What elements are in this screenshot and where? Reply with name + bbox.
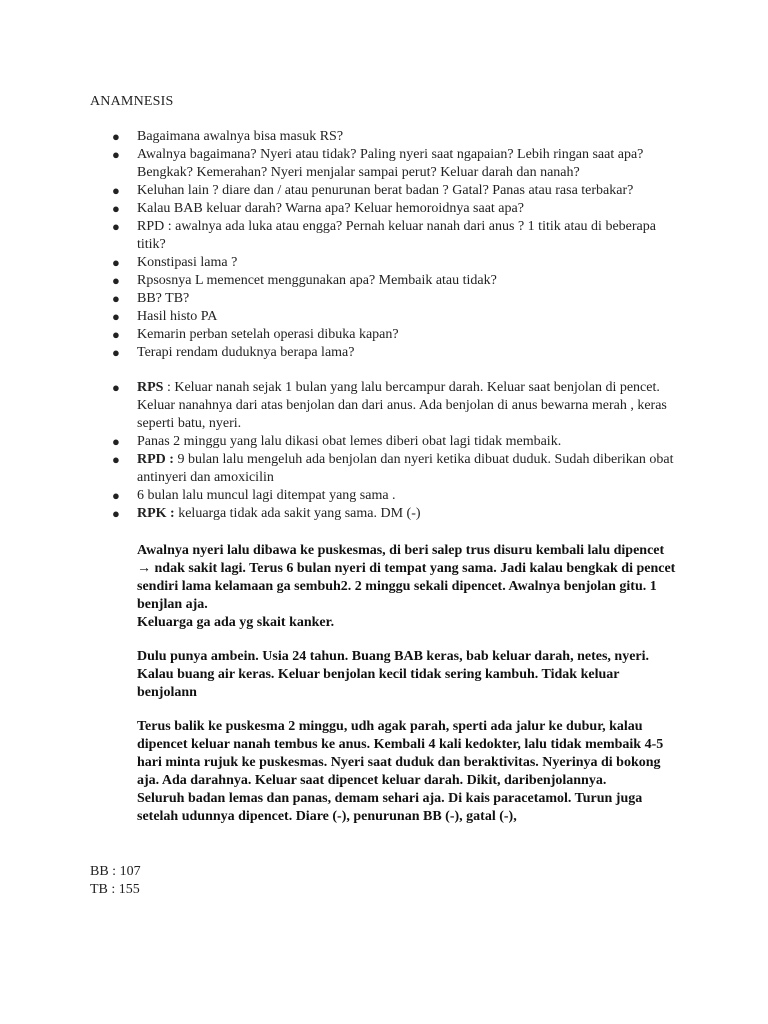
question-list — [0, 128, 677, 362]
list-item — [0, 487, 677, 505]
history-label: RPD : — [137, 452, 174, 467]
list-item — [0, 433, 677, 451]
list-item — [0, 451, 677, 487]
vital-height: TB : 155 — [90, 882, 140, 897]
list-item — [0, 326, 677, 344]
bullet-icon: ● — [112, 147, 120, 162]
history-label: RPK : — [137, 506, 175, 521]
question-text: BB? TB? — [137, 291, 190, 306]
list-item — [0, 308, 677, 326]
narrative-text: Keluarga ga ada yg skait kanker. — [137, 615, 335, 630]
question-text: Kemarin perban setelah operasi dibuka kapan? — [137, 327, 399, 342]
bullet-icon: ● — [112, 183, 120, 198]
vital-weight: BB : 107 — [90, 864, 141, 879]
list-item — [0, 200, 677, 218]
history-label: RPS — [137, 380, 164, 395]
narrative-text: Dulu punya ambein. Usia 24 tahun. Buang BAB keras, bab keluar darah, netes, nyeri. Kalau buang air keras. Keluar benjolan kecil tidak sering kambuh. Tidak keluar benjolann — [137, 649, 650, 700]
list-item — [0, 128, 677, 146]
bullet-icon: ● — [112, 452, 120, 467]
history-list — [0, 379, 677, 523]
list-item — [0, 505, 677, 523]
question-text: Hasil histo PA — [137, 309, 218, 324]
history-text: 6 bulan lalu muncul lagi ditempat yang sama . — [137, 488, 396, 503]
question-text: Konstipasi lama ? — [137, 255, 238, 270]
question-text: Rpsosnya L memencet menggunakan apa? Membaik atau tidak? — [137, 273, 497, 288]
bullet-icon: ● — [112, 273, 120, 288]
bullet-icon: ● — [112, 129, 120, 144]
question-text: Bagaimana awalnya bisa masuk RS? — [137, 129, 344, 144]
list-item — [0, 218, 677, 254]
arrow-right-icon: → — [137, 561, 151, 576]
bullet-icon: ● — [112, 201, 120, 216]
question-text: Terapi rendam duduknya berapa lama? — [137, 345, 355, 360]
bullet-icon: ● — [112, 219, 120, 234]
narrative-text: Terus balik ke puskesma 2 minggu, udh agak parah, sperti ada jalur ke dubur, kalau dipencet keluar nanah tembus ke anus. Kembali 4 kali kedokter, lalu tidak membaik 4-5 hari minta rujuk ke puskesmas. Nyeri saat duduk dan beraktivitas. Nyerinya di bokong aja. Ada darahnya. Keluar saat dipencet keluar darah. Dikit, daribenjolannya. — [137, 719, 664, 788]
narrative-paragraph — [137, 542, 677, 632]
bullet-icon: ● — [112, 327, 120, 342]
question-text: Keluhan lain ? diare dan / atau penurunan berat badan ? Gatal? Panas atau rasa terbakar? — [137, 183, 634, 198]
list-item — [0, 146, 677, 182]
list-item — [0, 182, 677, 200]
bullet-icon: ● — [112, 255, 120, 270]
list-item — [0, 254, 677, 272]
question-text: RPD : awalnya ada luka atau engga? Pernah keluar nanah dari anus ? 1 titik atau di beberapa titik? — [137, 219, 656, 252]
page-heading: ANAMNESIS — [90, 94, 174, 109]
narrative-paragraph — [137, 718, 677, 826]
question-text: Awalnya bagaimana? Nyeri atau tidak? Paling nyeri saat ngapaian? Lebih ringan saat apa? Bengkak? Kemerahan? Nyeri menjalar sampai perut? Keluar darah dan nanah? — [137, 147, 644, 180]
history-text: Panas 2 minggu yang lalu dikasi obat lemes diberi obat lagi tidak membaik. — [137, 434, 562, 449]
list-item — [0, 272, 677, 290]
bullet-icon: ● — [112, 309, 120, 324]
question-text: Kalau BAB keluar darah? Warna apa? Keluar hemoroidnya saat apa? — [137, 201, 524, 216]
history-text: 9 bulan lalu mengeluh ada benjolan dan nyeri ketika dibuat duduk. Sudah diberikan obat antinyeri dan amoxicilin — [137, 452, 674, 485]
bullet-icon: ● — [112, 488, 120, 503]
narrative-paragraph — [137, 648, 677, 702]
bullet-icon: ● — [112, 506, 120, 521]
list-item — [0, 344, 677, 362]
bullet-icon: ● — [112, 380, 120, 395]
list-item — [0, 379, 677, 433]
bullet-icon: ● — [112, 434, 120, 449]
bullet-icon: ● — [112, 291, 120, 306]
narrative-text: Awalnya nyeri lalu dibawa ke puskesmas, di beri salep trus disuru kembali lalu dipencet — [137, 543, 665, 558]
bullet-icon: ● — [112, 345, 120, 360]
list-item — [0, 290, 677, 308]
narrative-text: Seluruh badan lemas dan panas, demam sehari aja. Di kais paracetamol. Turun juga setelah udunnya dipencet. Diare (-), penurunan BB (-), gatal (-), — [137, 791, 643, 824]
history-text: : Keluar nanah sejak 1 bulan yang lalu bercampur darah. Keluar saat benjolan di pencet. Keluar nanahnya dari atas benjolan dan dari anus. Ada benjolan di anus bewarna merah , keras seperti batu, nyeri. — [137, 380, 667, 431]
history-text: keluarga tidak ada sakit yang sama. DM (-) — [174, 506, 421, 521]
narrative-text: ndak sakit lagi. Terus 6 bulan nyeri di tempat yang sama. Jadi kalau bengkak di pencet sendiri lama kelamaan ga sembuh2. 2 minggu sekali dipencet. Awalnya benjolan gitu. 1 benjlan aja. — [137, 561, 676, 612]
